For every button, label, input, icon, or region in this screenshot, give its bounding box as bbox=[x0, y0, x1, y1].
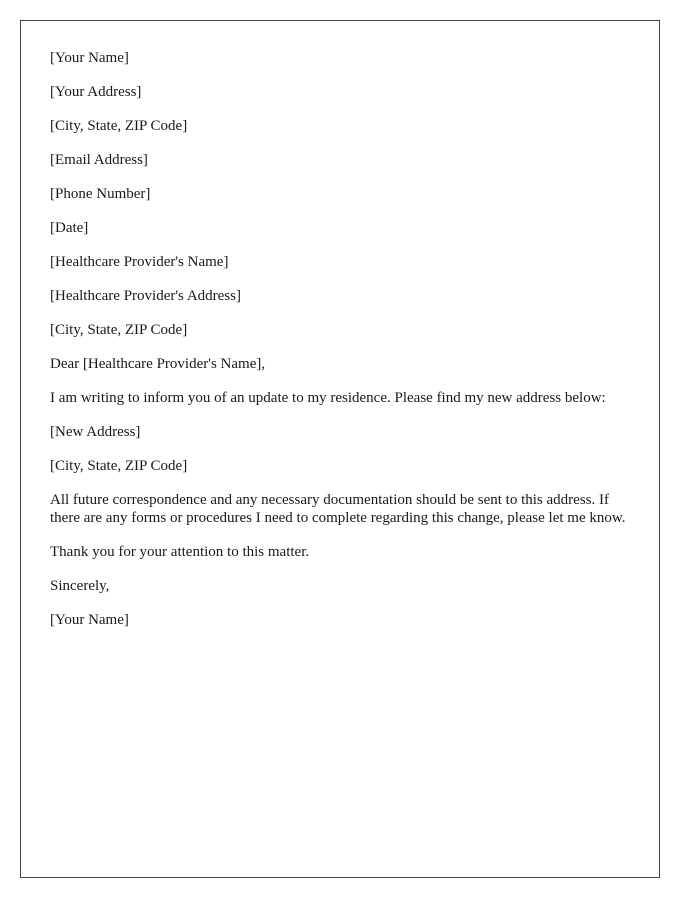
signature-name: [Your Name] bbox=[50, 612, 129, 628]
new-address: [New Address] bbox=[50, 424, 141, 440]
sender-city-state-zip: [City, State, ZIP Code] bbox=[50, 118, 188, 134]
recipient-name: [Healthcare Provider's Name] bbox=[50, 254, 229, 270]
salutation: Dear [Healthcare Provider's Name], bbox=[50, 356, 266, 372]
recipient-address: [Healthcare Provider's Address] bbox=[50, 288, 241, 304]
letter-body bbox=[50, 49, 640, 645]
new-city-state-zip: [City, State, ZIP Code] bbox=[50, 458, 188, 474]
sender-phone: [Phone Number] bbox=[50, 186, 151, 202]
recipient-city-state-zip: [City, State, ZIP Code] bbox=[50, 322, 188, 338]
sender-name: [Your Name] bbox=[50, 50, 129, 66]
intro-paragraph: I am writing to inform you of an update to my residence. Please find my new address below: bbox=[50, 390, 606, 406]
letter-date: [Date] bbox=[50, 220, 89, 236]
sender-address: [Your Address] bbox=[50, 84, 142, 100]
closing: Sincerely, bbox=[50, 578, 110, 594]
thanks-paragraph: Thank you for your attention to this matter. bbox=[50, 544, 310, 560]
letter-page bbox=[20, 20, 660, 878]
body-paragraph: All future correspondence and any necessary documentation should be sent to this address. If there are any forms or procedures I need to complete regarding this change, please let me know. bbox=[50, 492, 626, 526]
sender-email: [Email Address] bbox=[50, 152, 148, 168]
